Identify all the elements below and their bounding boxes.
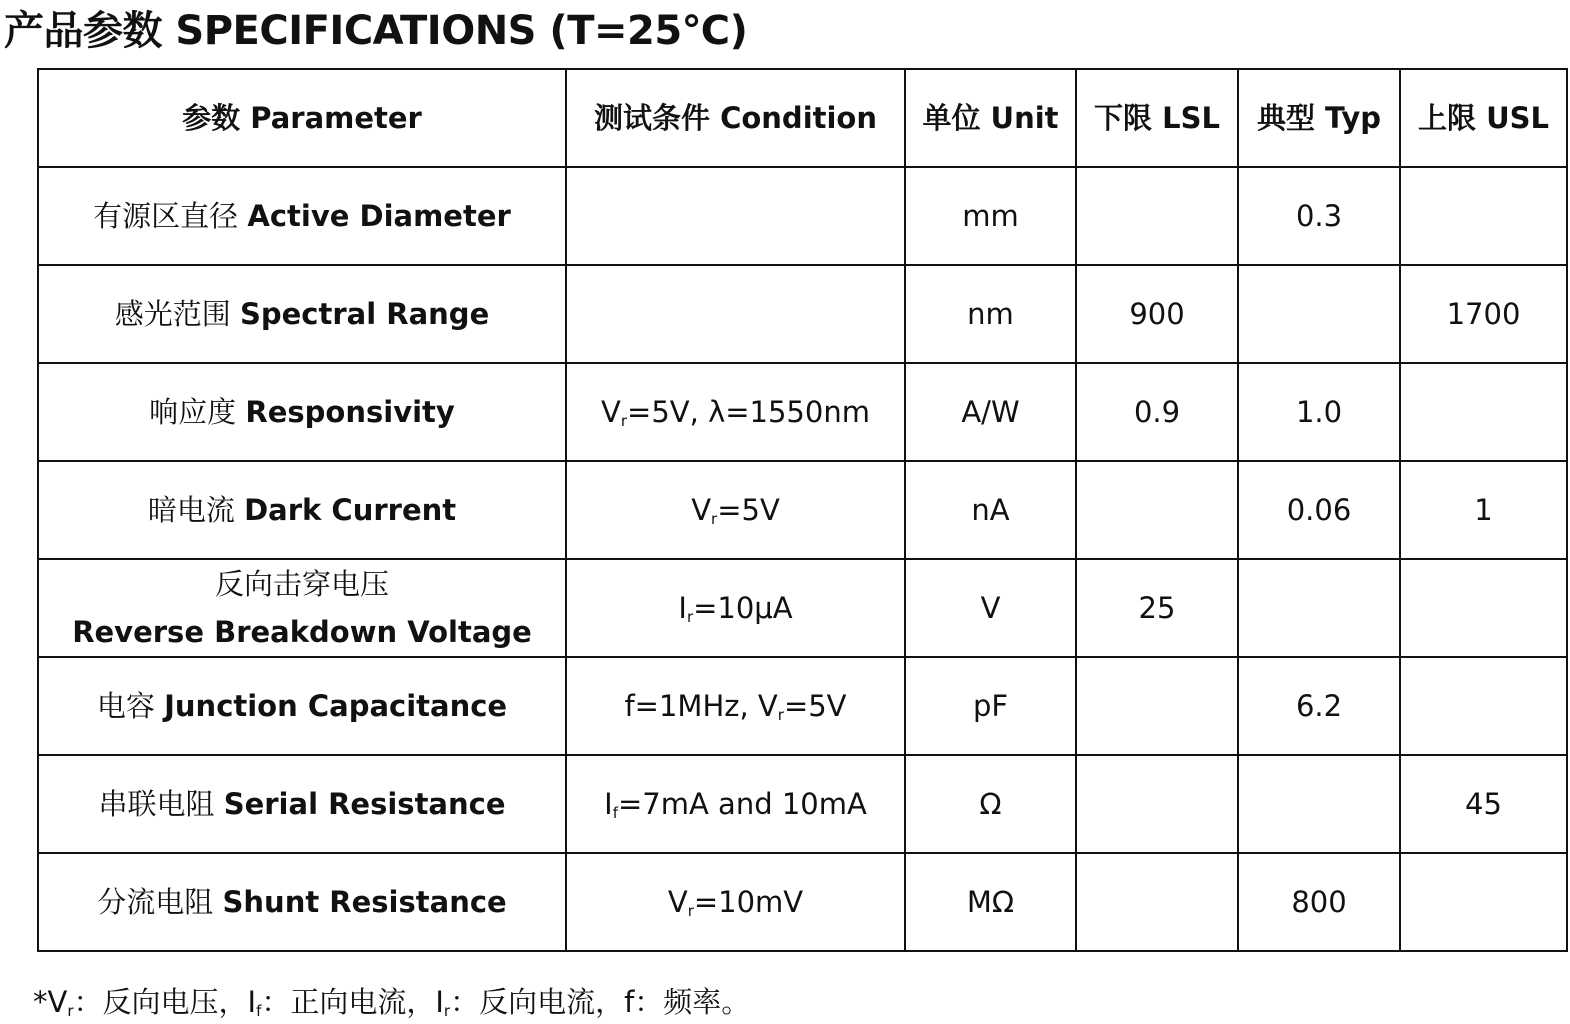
cell-parameter [38, 265, 566, 363]
cell-usl [1400, 559, 1567, 657]
cell-condition [566, 265, 905, 363]
cell-parameter [38, 657, 566, 755]
cell-lsl [1076, 853, 1238, 951]
cell-condition: f=1MHz, $V_r=5V$ [566, 657, 905, 755]
cell-typ: 0.3 [1238, 167, 1400, 265]
cell-usl [1400, 167, 1567, 265]
parameter-en: Reverse Breakdown Voltage [72, 615, 532, 649]
parameter-en: Spectral Range [239, 297, 490, 331]
cell-lsl [1076, 461, 1238, 559]
cell-typ [1238, 265, 1400, 363]
cell-parameter [38, 559, 566, 657]
cell-typ: 1.0 [1238, 363, 1400, 461]
cell-usl: 1700 [1400, 265, 1567, 363]
cell-unit: A/W [905, 363, 1076, 461]
parameter-cn: 串联电阻 [98, 787, 215, 821]
cell-condition: $V_r=5V$, λ=1550nm [566, 363, 905, 461]
table-row [38, 755, 1567, 853]
cell-usl [1400, 853, 1567, 951]
cell-lsl [1076, 755, 1238, 853]
parameter-en: Serial Resistance [223, 787, 506, 821]
cell-condition: $V_r=5V$ [566, 461, 905, 559]
header-unit: 单位 Unit [905, 69, 1076, 167]
cell-parameter [38, 363, 566, 461]
cell-usl [1400, 363, 1567, 461]
cell-condition [566, 167, 905, 265]
parameter-en: Shunt Resistance [222, 885, 507, 919]
header-typ: 典型 Typ [1238, 69, 1400, 167]
page-title: 产品参数 SPECIFICATIONS (T=25℃) [4, 8, 748, 54]
specifications-table [37, 68, 1568, 952]
cell-usl [1400, 657, 1567, 755]
cell-typ [1238, 755, 1400, 853]
cell-typ: 0.06 [1238, 461, 1400, 559]
cell-usl: 1 [1400, 461, 1567, 559]
table-row [38, 853, 1567, 951]
cell-typ [1238, 559, 1400, 657]
cell-lsl [1076, 657, 1238, 755]
cell-lsl: 25 [1076, 559, 1238, 657]
cell-unit: MΩ [905, 853, 1076, 951]
header-condition: 测试条件 Condition [566, 69, 905, 167]
cell-unit: Ω [905, 755, 1076, 853]
cell-lsl: 900 [1076, 265, 1238, 363]
parameter-en: Active Diameter [247, 199, 511, 233]
table-row [38, 657, 1567, 755]
cell-lsl: 0.9 [1076, 363, 1238, 461]
header-lsl: 下限 LSL [1076, 69, 1238, 167]
cell-lsl [1076, 167, 1238, 265]
parameter-cn: 响应度 [149, 395, 237, 429]
parameter-cn: 反向击穿电压 [214, 567, 389, 601]
cell-parameter [38, 461, 566, 559]
header-usl: 上限 USL [1400, 69, 1567, 167]
parameter-en: Responsivity [245, 395, 455, 429]
cell-parameter [38, 853, 566, 951]
cell-unit: pF [905, 657, 1076, 755]
cell-condition: $I_f=7mA$ and 10mA [566, 755, 905, 853]
parameter-cn: 暗电流 [147, 493, 235, 527]
table-row [38, 559, 1567, 657]
parameter-cn: 有源区直径 [93, 199, 239, 233]
cell-unit: nm [905, 265, 1076, 363]
cell-parameter [38, 755, 566, 853]
parameter-cn: 电容 [96, 689, 155, 723]
cell-parameter [38, 167, 566, 265]
table-row [38, 167, 1567, 265]
cell-unit: V [905, 559, 1076, 657]
table-row [38, 265, 1567, 363]
cell-unit: mm [905, 167, 1076, 265]
cell-condition: $I_r=10\mu A$ [566, 559, 905, 657]
header-parameter: 参数 Parameter [38, 69, 566, 167]
parameter-cn: 感光范围 [114, 297, 231, 331]
table-row [38, 461, 1567, 559]
parameter-en: Dark Current [244, 493, 457, 527]
cell-unit: nA [905, 461, 1076, 559]
table-row [38, 363, 1567, 461]
table-header-row [38, 69, 1567, 167]
cell-typ: 800 [1238, 853, 1400, 951]
cell-typ: 6.2 [1238, 657, 1400, 755]
parameter-cn: 分流电阻 [97, 885, 214, 919]
footnote: $*V_r$：反向电压，$I_f$：正向电流，$I_r$：反向电流，f：频率。 [33, 985, 751, 1020]
cell-usl: 45 [1400, 755, 1567, 853]
parameter-en: Junction Capacitance [164, 689, 508, 723]
cell-condition: $V_r=10mV$ [566, 853, 905, 951]
